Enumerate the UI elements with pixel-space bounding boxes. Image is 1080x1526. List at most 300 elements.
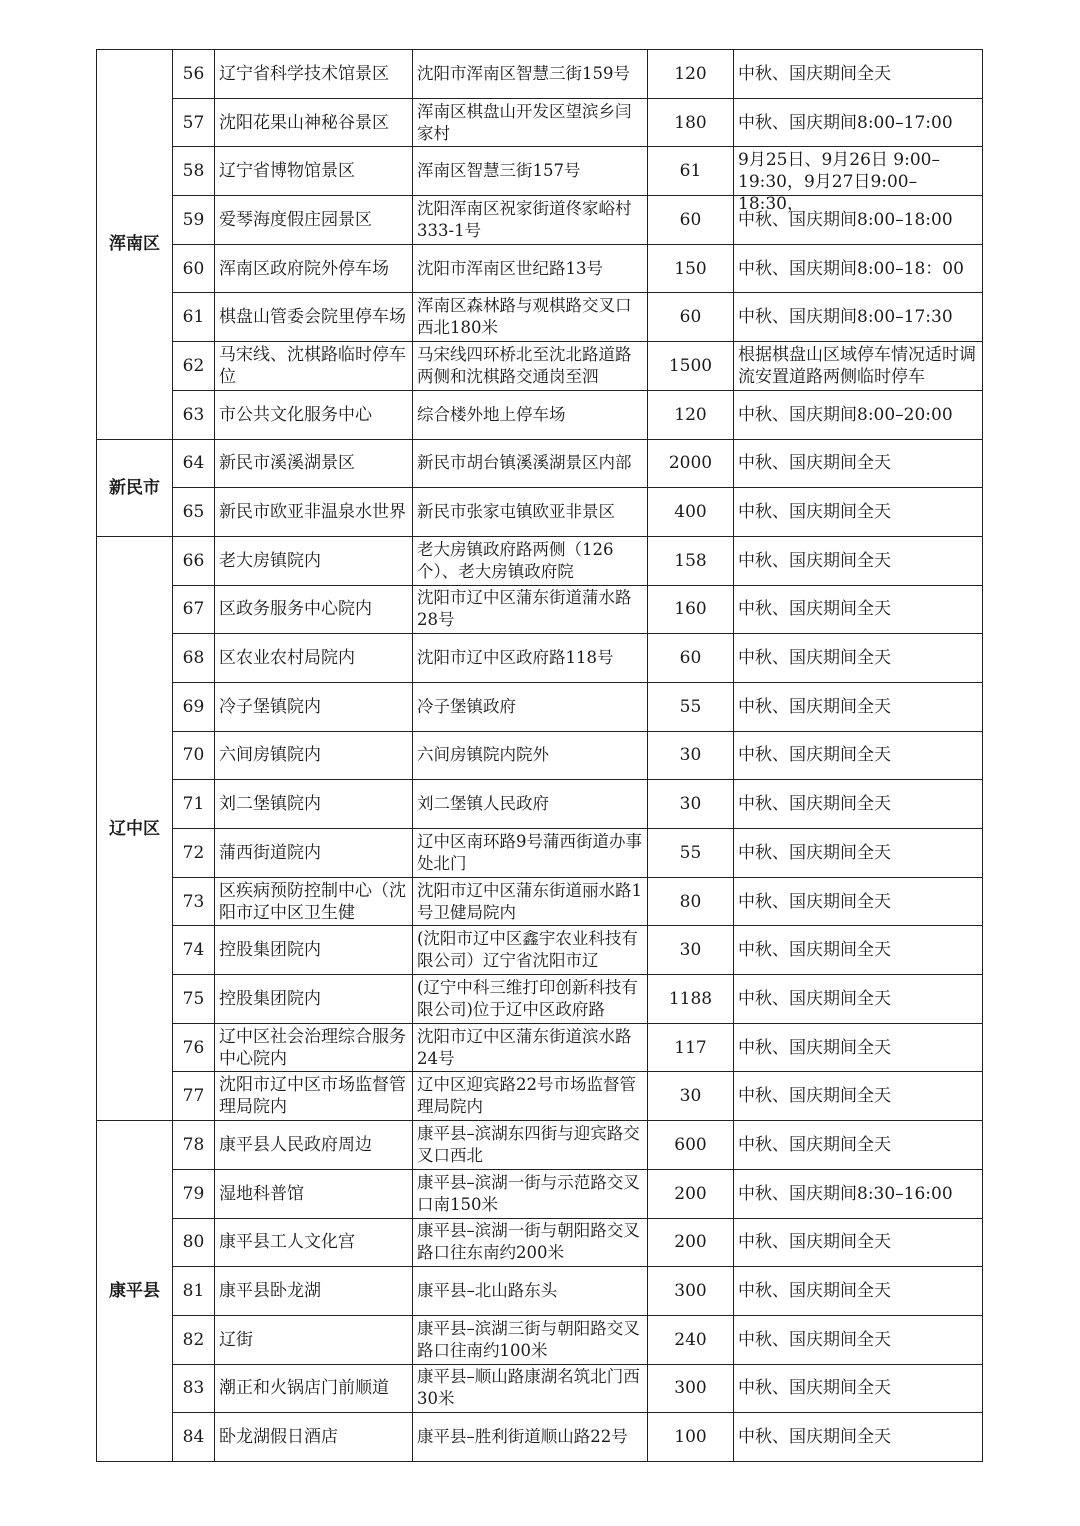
location-name-cell (215, 196, 413, 245)
row-number-cell (173, 390, 215, 439)
row-number-cell (173, 634, 215, 683)
address-text: 康平县–顺山路康湖名筑北门西30米 (417, 1367, 640, 1409)
row-number-cell (173, 780, 215, 829)
row-number-text: 68 (182, 648, 205, 669)
table-row (97, 1413, 983, 1462)
location-name-text: 新民市欧亚非温泉水世界 (219, 502, 406, 523)
location-name-text: 六间房镇院内 (219, 745, 321, 766)
location-name-text: 市公共文化服务中心 (219, 404, 372, 425)
capacity-text: 600 (674, 1134, 707, 1155)
address-cell (413, 1315, 648, 1364)
location-name-cell (215, 682, 413, 731)
row-number-cell (173, 196, 215, 245)
open-time-text: 中秋、国庆期间8:00–17:00 (738, 112, 953, 133)
row-number-text: 76 (182, 1037, 205, 1058)
address-cell (413, 1072, 648, 1121)
open-time-cell (734, 488, 983, 537)
open-time-cell (734, 244, 983, 293)
row-number-text: 74 (182, 940, 205, 961)
capacity-cell (648, 147, 734, 196)
capacity-text: 30 (679, 1086, 702, 1107)
capacity-text: 150 (674, 258, 707, 279)
row-number-cell (173, 1413, 215, 1462)
open-time-cell (734, 1218, 983, 1267)
capacity-cell (648, 780, 734, 829)
location-name-cell (215, 1364, 413, 1413)
open-time-cell (734, 390, 983, 439)
capacity-text: 200 (674, 1183, 707, 1204)
table-row (97, 50, 983, 99)
address-text: 综合楼外地上停车场 (417, 404, 566, 424)
location-name-text: 康平县工人文化宫 (219, 1232, 355, 1253)
open-time-cell (734, 1121, 983, 1170)
location-name-cell (215, 877, 413, 926)
address-cell (413, 975, 648, 1024)
open-time-cell (734, 634, 983, 683)
capacity-cell (648, 731, 734, 780)
location-name-text: 辽宁省博物馆景区 (219, 161, 355, 182)
table-row (97, 439, 983, 488)
open-time-text: 根据棋盘山区域停车情况适时调流安置道路两侧临时停车 (738, 344, 976, 387)
row-number-text: 77 (182, 1086, 205, 1107)
open-time-cell (734, 975, 983, 1024)
address-cell (413, 1121, 648, 1170)
location-name-text: 湿地科普馆 (219, 1183, 304, 1204)
location-name-cell (215, 390, 413, 439)
capacity-cell (648, 926, 734, 975)
address-cell (413, 1364, 648, 1413)
open-time-text: 中秋、国庆期间全天 (738, 696, 891, 717)
open-time-cell (734, 1413, 983, 1462)
capacity-cell (648, 1315, 734, 1364)
open-time-cell (734, 342, 983, 391)
address-cell (413, 1267, 648, 1316)
open-time-text: 中秋、国庆期间全天 (738, 453, 891, 474)
row-number-text: 67 (182, 599, 205, 620)
open-time-text: 中秋、国庆期间全天 (738, 1329, 891, 1350)
row-number-cell (173, 877, 215, 926)
open-time-text: 9月25日、9月26日 9:00–19:30，9月27日9:00–18:30， (738, 150, 940, 215)
open-time-text: 中秋、国庆期间全天 (738, 63, 891, 84)
open-time-text: 中秋、国庆期间全天 (738, 891, 891, 912)
row-number-cell (173, 244, 215, 293)
table-row (97, 585, 983, 634)
capacity-cell (648, 877, 734, 926)
address-cell (413, 926, 648, 975)
address-text: 康平县–北山路东头 (417, 1281, 558, 1301)
capacity-cell (648, 829, 734, 878)
address-text: 康平县–胜利街道顺山路22号 (417, 1427, 628, 1447)
location-name-cell (215, 1218, 413, 1267)
district-cell: 新民市 (97, 439, 173, 536)
location-name-text: 区政务服务中心院内 (219, 599, 372, 620)
address-cell (413, 1023, 648, 1072)
table-row (97, 390, 983, 439)
location-name-cell (215, 98, 413, 147)
row-number-text: 66 (182, 550, 205, 571)
row-number-text: 63 (182, 404, 205, 425)
open-time-cell (734, 877, 983, 926)
capacity-cell (648, 1267, 734, 1316)
capacity-text: 55 (679, 696, 702, 717)
location-name-text: 沈阳花果山神秘谷景区 (219, 112, 389, 133)
address-text: 康平县–滨湖一街与示范路交叉口南150米 (417, 1172, 640, 1214)
district-cell: 浑南区 (97, 50, 173, 440)
capacity-cell (648, 975, 734, 1024)
capacity-cell (648, 1169, 734, 1218)
open-time-text: 中秋、国庆期间全天 (738, 1427, 891, 1448)
table-row (97, 342, 983, 391)
row-number-cell (173, 293, 215, 342)
open-time-cell (734, 293, 983, 342)
capacity-text: 60 (679, 209, 702, 230)
location-name-cell (215, 293, 413, 342)
location-name-cell (215, 1315, 413, 1364)
capacity-text: 61 (679, 161, 702, 182)
address-cell (413, 98, 648, 147)
location-name-cell (215, 1072, 413, 1121)
row-number-cell (173, 1267, 215, 1316)
row-number-text: 82 (182, 1329, 205, 1350)
open-time-text: 中秋、国庆期间8:00–20:00 (738, 404, 953, 425)
open-time-cell (734, 536, 983, 585)
address-text: (沈阳市辽中区鑫宇农业科技有限公司）辽宁省沈阳市辽 (417, 929, 638, 971)
address-text: (辽宁中科三维打印创新科技有限公司)位于辽中区政府路 (417, 977, 638, 1019)
row-number-cell (173, 585, 215, 634)
capacity-text: 120 (674, 63, 707, 84)
location-name-cell (215, 731, 413, 780)
address-cell (413, 147, 648, 196)
capacity-cell (648, 390, 734, 439)
capacity-text: 30 (679, 940, 702, 961)
table-row (97, 926, 983, 975)
row-number-cell (173, 1364, 215, 1413)
location-name-text: 区农业农村局院内 (219, 648, 355, 669)
open-time-text: 中秋、国庆期间全天 (738, 745, 891, 766)
open-time-text: 中秋、国庆期间8:00–18:00 (738, 209, 953, 230)
location-name-text: 康平县卧龙湖 (219, 1281, 321, 1302)
open-time-text: 中秋、国庆期间8:00–17:30 (738, 307, 953, 328)
district-cell: 康平县 (97, 1121, 173, 1462)
open-time-cell (734, 1364, 983, 1413)
capacity-cell (648, 634, 734, 683)
location-name-text: 爱琴海度假庄园景区 (219, 209, 372, 230)
open-time-cell (734, 147, 983, 215)
row-number-cell (173, 731, 215, 780)
row-number-text: 60 (182, 258, 205, 279)
open-time-cell (734, 731, 983, 780)
row-number-cell (173, 488, 215, 537)
location-name-text: 刘二堡镇院内 (219, 794, 321, 815)
open-time-text: 中秋、国庆期间全天 (738, 988, 891, 1009)
table-row (97, 1023, 983, 1072)
capacity-cell (648, 50, 734, 99)
address-cell (413, 488, 648, 537)
capacity-cell (648, 1023, 734, 1072)
table-row (97, 1169, 983, 1218)
row-number-text: 64 (182, 453, 205, 474)
location-name-text: 冷子堡镇院内 (219, 696, 321, 717)
open-time-cell (734, 439, 983, 488)
open-time-text: 中秋、国庆期间全天 (738, 1037, 891, 1058)
row-number-cell (173, 98, 215, 147)
table-row (97, 682, 983, 731)
row-number-text: 81 (182, 1281, 205, 1302)
row-number-cell (173, 1023, 215, 1072)
table-body (97, 50, 983, 1462)
address-text: 六间房镇院内院外 (417, 745, 549, 765)
address-text: 沈阳市浑南区智慧三街159号 (417, 63, 630, 83)
location-name-text: 控股集团院内 (219, 940, 321, 961)
open-time-text: 中秋、国庆期间全天 (738, 794, 891, 815)
address-cell (413, 536, 648, 585)
open-time-text: 中秋、国庆期间8:30–16:00 (738, 1183, 953, 1204)
address-cell (413, 1413, 648, 1462)
location-name-cell (215, 780, 413, 829)
row-number-text: 65 (182, 502, 205, 523)
capacity-cell (648, 244, 734, 293)
location-name-text: 辽街 (219, 1329, 253, 1350)
capacity-text: 60 (679, 648, 702, 669)
location-name-cell (215, 1267, 413, 1316)
open-time-text: 中秋、国庆期间全天 (738, 550, 891, 571)
address-cell (413, 390, 648, 439)
row-number-cell (173, 926, 215, 975)
address-text: 浑南区森林路与观棋路交叉口西北180米 (417, 296, 632, 338)
open-time-cell (734, 1023, 983, 1072)
row-number-text: 75 (182, 988, 205, 1009)
capacity-cell (648, 682, 734, 731)
address-text: 辽中区南环路9号蒲西街道办事处北门 (417, 831, 642, 873)
row-number-text: 58 (182, 161, 205, 182)
open-time-text: 中秋、国庆期间全天 (738, 648, 891, 669)
address-cell (413, 342, 648, 391)
open-time-cell (734, 682, 983, 731)
open-time-cell (734, 98, 983, 147)
capacity-cell (648, 488, 734, 537)
location-name-text: 老大房镇院内 (219, 550, 321, 571)
location-name-text: 区疾病预防控制中心（沈阳市辽中区卫生健 (219, 880, 406, 923)
table-row (97, 536, 983, 585)
capacity-cell (648, 536, 734, 585)
capacity-text: 160 (674, 599, 707, 620)
capacity-cell (648, 1121, 734, 1170)
capacity-text: 55 (679, 842, 702, 863)
address-text: 康平县–滨湖东四街与迎宾路交叉口西北 (417, 1123, 640, 1165)
address-cell (413, 1218, 648, 1267)
location-name-text: 沈阳市辽中区市场监督管理局院内 (219, 1075, 406, 1118)
location-name-cell (215, 147, 413, 196)
capacity-cell (648, 196, 734, 245)
address-text: 老大房镇政府路两侧（126个）、老大房镇政府院 (417, 539, 614, 581)
table-row (97, 1315, 983, 1364)
location-name-text: 康平县人民政府周边 (219, 1134, 372, 1155)
row-number-cell (173, 829, 215, 878)
address-cell (413, 731, 648, 780)
address-cell (413, 829, 648, 878)
address-text: 沈阳市辽中区蒲东街道蒲水路28号 (417, 588, 632, 630)
address-cell (413, 293, 648, 342)
address-text: 沈阳市辽中区蒲东街道滨水路24号 (417, 1026, 632, 1068)
capacity-text: 60 (679, 307, 702, 328)
open-time-cell (734, 1072, 983, 1121)
district-cell: 辽中区 (97, 536, 173, 1120)
row-number-text: 62 (182, 355, 205, 376)
address-cell (413, 877, 648, 926)
capacity-text: 300 (674, 1378, 707, 1399)
table-row (97, 147, 983, 196)
row-number-text: 79 (182, 1183, 205, 1204)
capacity-text: 100 (674, 1427, 707, 1448)
row-number-text: 83 (182, 1378, 205, 1399)
location-name-text: 浑南区政府院外停车场 (219, 258, 389, 279)
address-text: 沈阳市辽中区政府路118号 (417, 648, 614, 668)
table-row (97, 1218, 983, 1267)
location-name-text: 棋盘山管委会院里停车场 (219, 307, 406, 328)
row-number-cell (173, 1169, 215, 1218)
location-name-cell (215, 1023, 413, 1072)
table-row (97, 731, 983, 780)
capacity-cell (648, 293, 734, 342)
address-text: 沈阳市辽中区蒲东街道丽水路1号卫健局院内 (417, 880, 642, 922)
row-number-cell (173, 147, 215, 196)
row-number-cell (173, 1121, 215, 1170)
open-time-cell (734, 585, 983, 634)
address-text: 浑南区棋盘山开发区望滨乡闫家村 (417, 101, 632, 143)
open-time-text: 中秋、国庆期间8:00–18：00 (738, 258, 964, 279)
address-text: 刘二堡镇人民政府 (417, 794, 549, 814)
address-text: 新民市胡台镇溪溪湖景区内部 (417, 453, 632, 473)
row-number-cell (173, 682, 215, 731)
open-time-cell (734, 50, 983, 99)
table-row (97, 634, 983, 683)
row-number-text: 73 (182, 891, 205, 912)
location-name-cell (215, 488, 413, 537)
location-name-text: 卧龙湖假日酒店 (219, 1427, 338, 1448)
open-time-text: 中秋、国庆期间全天 (738, 842, 891, 863)
capacity-text: 158 (674, 550, 707, 571)
capacity-text: 30 (679, 745, 702, 766)
table-row (97, 780, 983, 829)
address-text: 冷子堡镇政府 (417, 696, 516, 716)
address-text: 浑南区智慧三街157号 (417, 161, 581, 181)
table-row (97, 244, 983, 293)
open-time-text: 中秋、国庆期间全天 (738, 1086, 891, 1107)
capacity-text: 117 (674, 1037, 707, 1058)
location-name-cell (215, 926, 413, 975)
open-time-text: 中秋、国庆期间全天 (738, 502, 891, 523)
location-name-cell (215, 975, 413, 1024)
table-row (97, 1072, 983, 1121)
table-row (97, 196, 983, 245)
address-cell (413, 585, 648, 634)
row-number-cell (173, 342, 215, 391)
table-row (97, 1364, 983, 1413)
location-name-cell (215, 439, 413, 488)
parking-table (96, 49, 983, 1462)
address-text: 新民市张家屯镇欧亚非景区 (417, 502, 615, 522)
open-time-cell (734, 829, 983, 878)
capacity-text: 2000 (668, 453, 713, 474)
open-time-text: 中秋、国庆期间全天 (738, 940, 891, 961)
address-cell (413, 780, 648, 829)
row-number-text: 59 (182, 209, 205, 230)
address-text: 沈阳浑南区祝家街道佟家峪村333-1号 (417, 198, 632, 240)
row-number-text: 57 (182, 112, 205, 133)
table-row (97, 1121, 983, 1170)
address-cell (413, 196, 648, 245)
location-name-text: 控股集团院内 (219, 988, 321, 1009)
table-row (97, 488, 983, 537)
row-number-cell (173, 975, 215, 1024)
location-name-cell (215, 342, 413, 391)
location-name-cell (215, 536, 413, 585)
address-text: 辽中区迎宾路22号市场监督管理局院内 (417, 1075, 636, 1117)
capacity-text: 180 (674, 112, 707, 133)
row-number-text: 61 (182, 307, 205, 328)
capacity-text: 1188 (668, 988, 713, 1009)
table-row (97, 829, 983, 878)
capacity-text: 80 (679, 891, 702, 912)
location-name-cell (215, 1169, 413, 1218)
address-text: 康平县–滨湖三街与朝阳路交叉路口往南约100米 (417, 1318, 640, 1360)
location-name-text: 蒲西街道院内 (219, 842, 321, 863)
row-number-text: 71 (182, 794, 205, 815)
capacity-cell (648, 1413, 734, 1462)
capacity-cell (648, 342, 734, 391)
row-number-text: 78 (182, 1134, 205, 1155)
capacity-text: 300 (674, 1281, 707, 1302)
row-number-cell (173, 1315, 215, 1364)
row-number-text: 72 (182, 842, 205, 863)
capacity-text: 200 (674, 1232, 707, 1253)
location-name-cell (215, 244, 413, 293)
open-time-text: 中秋、国庆期间全天 (738, 599, 891, 620)
location-name-cell (215, 634, 413, 683)
address-text: 沈阳市浑南区世纪路13号 (417, 258, 603, 278)
address-cell (413, 50, 648, 99)
open-time-text: 中秋、国庆期间全天 (738, 1378, 891, 1399)
location-name-text: 新民市溪溪湖景区 (219, 453, 355, 474)
location-name-cell (215, 1121, 413, 1170)
row-number-cell (173, 536, 215, 585)
capacity-text: 240 (674, 1329, 707, 1350)
open-time-text: 中秋、国庆期间全天 (738, 1281, 891, 1302)
open-time-cell (734, 926, 983, 975)
row-number-text: 56 (182, 63, 205, 84)
capacity-cell (648, 1072, 734, 1121)
capacity-cell (648, 585, 734, 634)
row-number-cell (173, 50, 215, 99)
capacity-cell (648, 1218, 734, 1267)
capacity-cell (648, 1364, 734, 1413)
location-name-cell (215, 829, 413, 878)
row-number-cell (173, 439, 215, 488)
address-text: 康平县–滨湖一街与朝阳路交叉路口往东南约200米 (417, 1221, 640, 1263)
location-name-cell (215, 1413, 413, 1462)
row-number-text: 69 (182, 696, 205, 717)
location-name-text: 潮正和火锅店门前顺道 (219, 1378, 389, 1399)
open-time-cell (734, 780, 983, 829)
address-cell (413, 682, 648, 731)
address-text: 马宋线四环桥北至沈北路道路两侧和沈棋路交通岗至泗 (417, 344, 632, 386)
capacity-text: 400 (674, 502, 707, 523)
open-time-cell (734, 1267, 983, 1316)
table-row (97, 1267, 983, 1316)
location-name-text: 辽中区社会治理综合服务中心院内 (219, 1026, 406, 1069)
capacity-text: 1500 (668, 355, 713, 376)
capacity-text: 30 (679, 794, 702, 815)
